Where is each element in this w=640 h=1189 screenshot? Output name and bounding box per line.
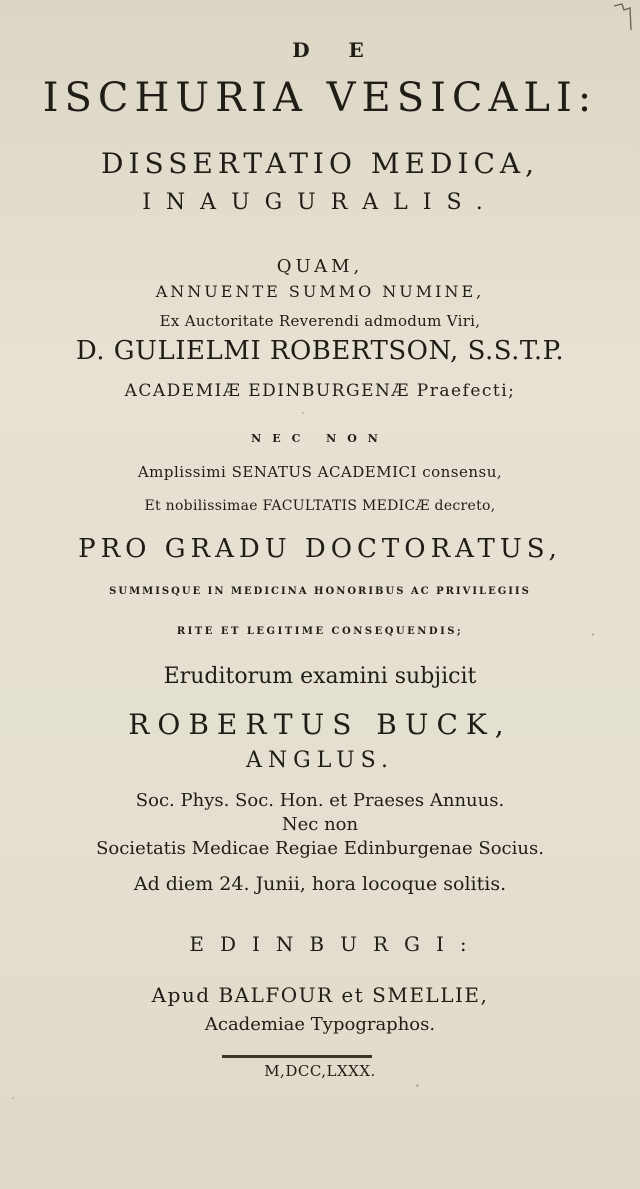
pro-gradu-line: PRO GRADU DOCTORATUS, <box>78 534 562 564</box>
subtitle-dissertatio: DISSERTATIO MEDICA, <box>101 147 539 180</box>
society-line-2: Nec non <box>281 814 359 835</box>
principal-name: D. GULIELMI ROBERTSON, S.S.T.P. <box>75 336 565 366</box>
facultatis-line: Et nobilissimae FACULTATIS MEDICÆ decreto, <box>144 498 496 514</box>
eruditorum-line: Eruditorum examini subjicit <box>163 664 477 689</box>
author-nationality: ANGLUS. <box>246 748 394 773</box>
imprint-city: EDINBURGI: <box>189 932 483 956</box>
annuente-line: ANNUENTE SUMMO NUMINE, <box>155 282 485 301</box>
corner-ink-mark <box>610 0 634 34</box>
paper-speck <box>416 1084 419 1087</box>
divider-rule <box>222 1055 372 1058</box>
title-prefix: D E <box>292 38 380 62</box>
society-line-1: Soc. Phys. Soc. Hon. et Praeses Annuus. <box>135 790 505 811</box>
printer-title: Academiae Typographos. <box>204 1014 436 1035</box>
printer-line: Apud BALFOUR et SMELLIE, <box>151 983 489 1007</box>
author-name: ROBERTUS BUCK, <box>128 708 512 741</box>
senatus-line: Amplissimi SENATUS ACADEMICI consensu, <box>137 463 503 481</box>
subtitle-inauguralis: INAUGURALIS. <box>142 190 498 215</box>
honoribus-line: SUMMISQUE IN MEDICINA HONORIBUS AC PRIVILEGIIS <box>109 586 531 597</box>
paper-speck <box>12 1097 14 1099</box>
paper-speck <box>302 412 304 414</box>
paper-speck <box>592 633 594 636</box>
academiae-line: ACADEMIÆ EDINBURGENÆ Praefecti; <box>124 381 516 401</box>
auctoritate-line: Ex Auctoritate Reverendi admodum Viri, <box>159 312 481 330</box>
imprint-year: M,DCC,LXXX. <box>264 1062 376 1080</box>
main-title: ISCHURIA VESICALI: <box>42 75 598 121</box>
society-line-3: Societatis Medicae Regiae Edinburgenae Socius. <box>96 838 544 859</box>
rite-line: RITE ET LEGITIME CONSEQUENDIS; <box>176 626 464 637</box>
date-of-examination: Ad diem 24. Junii, hora locoque solitis. <box>133 873 507 895</box>
nec-non-line: NEC NON <box>251 432 389 445</box>
quam-line: QUAM, <box>276 256 364 277</box>
